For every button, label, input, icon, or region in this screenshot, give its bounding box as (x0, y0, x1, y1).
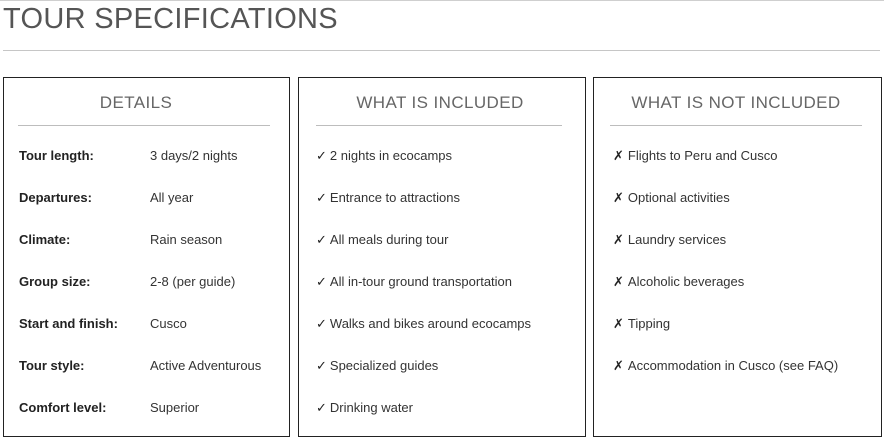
included-item-text: Walks and bikes around ecocamps (329, 316, 532, 331)
included-heading: WHAT IS INCLUDED (356, 93, 524, 112)
included-item (316, 358, 438, 374)
included-item-text: All in-tour ground transportation (329, 274, 513, 289)
not-included-panel (593, 77, 882, 437)
detail-value: 2-8 (per guide) (150, 274, 236, 289)
not-included-item (613, 316, 670, 332)
detail-row-tour-length (19, 148, 94, 164)
detail-value: All year (150, 190, 194, 205)
check-icon: ✓ (316, 400, 327, 415)
check-icon: ✓ (316, 358, 327, 373)
detail-row-comfort-level (19, 400, 106, 416)
included-item (316, 316, 531, 332)
detail-label: Tour style: (19, 358, 85, 373)
not-included-item-text: Optional activities (627, 190, 730, 205)
included-item-text: 2 nights in ecocamps (329, 148, 453, 163)
cross-icon: ✗ (613, 148, 624, 163)
detail-label: Comfort level: (19, 400, 107, 415)
detail-value: Active Adventurous (150, 358, 262, 373)
title-divider (3, 50, 880, 51)
included-item (316, 232, 448, 248)
detail-value-tour-length (150, 148, 237, 164)
detail-value: Rain season (150, 232, 223, 247)
not-included-item (613, 190, 730, 206)
not-included-item (613, 232, 726, 248)
cross-icon: ✗ (613, 358, 624, 373)
check-icon: ✓ (316, 316, 327, 331)
cross-icon: ✗ (613, 232, 624, 247)
not-included-divider (610, 125, 862, 126)
detail-label: Climate: (19, 232, 71, 247)
detail-label: Tour length: (19, 148, 94, 163)
included-divider (316, 125, 562, 126)
detail-label: Departures: (19, 190, 92, 205)
not-included-item (613, 358, 838, 374)
detail-value-group-size (150, 274, 235, 290)
included-panel (298, 77, 586, 437)
detail-value: 3 days/2 nights (150, 148, 238, 163)
page-title: TOUR SPECIFICATIONS (3, 3, 338, 35)
included-item-text: Drinking water (329, 400, 413, 415)
check-icon: ✓ (316, 232, 327, 247)
not-included-heading: WHAT IS NOT INCLUDED (631, 93, 841, 112)
top-border (0, 0, 884, 1)
not-included-item (613, 148, 777, 164)
check-icon: ✓ (316, 274, 327, 289)
included-item-text: Specialized guides (329, 358, 439, 373)
not-included-item-text: Alcoholic beverages (627, 274, 745, 289)
check-icon: ✓ (316, 148, 327, 163)
cross-icon: ✗ (613, 274, 624, 289)
detail-value-departures (150, 190, 193, 206)
detail-value-tour-style (150, 358, 261, 374)
detail-value-climate (150, 232, 222, 248)
detail-label: Start and finish: (19, 316, 118, 331)
details-heading: DETAILS (99, 93, 173, 112)
detail-row-departures (19, 190, 92, 206)
check-icon: ✓ (316, 190, 327, 205)
included-item (316, 274, 512, 290)
detail-row-climate (19, 232, 70, 248)
cross-icon: ✗ (613, 190, 624, 205)
not-included-item-text: Flights to Peru and Cusco (627, 148, 778, 163)
details-panel (3, 77, 290, 437)
detail-value: Cusco (150, 316, 187, 331)
detail-value-start-finish (150, 316, 187, 332)
not-included-item-text: Accommodation in Cusco (see FAQ) (627, 358, 839, 373)
included-item (316, 148, 452, 164)
cross-icon: ✗ (613, 316, 624, 331)
included-item (316, 190, 460, 206)
included-item-text: Entrance to attractions (329, 190, 460, 205)
detail-value: Superior (150, 400, 200, 415)
details-divider (18, 125, 270, 126)
detail-row-start-finish (19, 316, 118, 332)
detail-row-group-size (19, 274, 91, 290)
included-item-text: All meals during tour (329, 232, 449, 247)
detail-row-tour-style (19, 358, 85, 374)
not-included-item (613, 274, 744, 290)
detail-value-comfort-level (150, 400, 199, 416)
included-item (316, 400, 413, 416)
not-included-item-text: Tipping (627, 316, 671, 331)
not-included-item-text: Laundry services (627, 232, 727, 247)
detail-label: Group size: (19, 274, 91, 289)
